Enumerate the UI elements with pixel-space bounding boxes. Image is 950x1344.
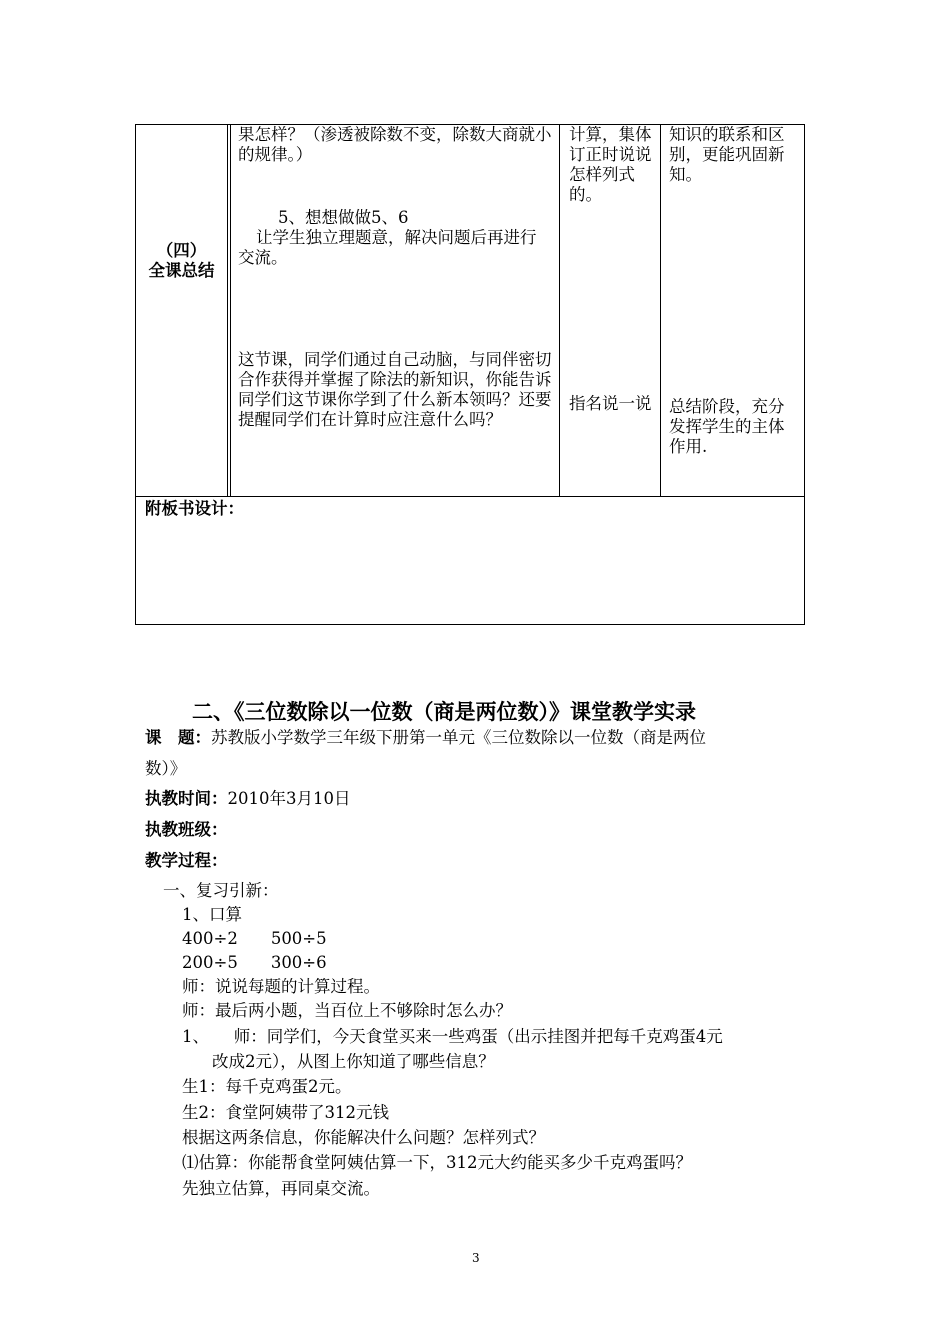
time-value: 2010年3月10日 <box>227 789 351 808</box>
table-border-right <box>804 124 805 625</box>
table-col-divider-1b <box>230 124 231 496</box>
body-line-teacher-1: 师：说说每题的计算过程。 <box>182 977 380 996</box>
page-number: 3 <box>472 1251 480 1265</box>
time-label: 执教时间： <box>145 789 228 808</box>
process-label: 教学过程： <box>145 851 228 870</box>
table-border-bottom <box>135 624 805 625</box>
table-border-left <box>135 124 136 625</box>
class-label: 执教班级： <box>145 820 228 839</box>
topic-row <box>145 724 706 748</box>
body-line-oral-calc: 1、口算 <box>182 905 242 924</box>
board-design-label: 附板书设计： <box>145 499 244 518</box>
topic-value: 苏教版小学数学三年级下册第一单元《三位数除以一位数（商是两位 <box>211 728 706 747</box>
student-cell-2: 指名说一说 <box>569 394 652 413</box>
student-cell-1: 计算，集体订正时说说怎样列式的。 <box>569 125 652 204</box>
body-line-review: 一、复习引新： <box>163 881 279 900</box>
intent-cell-2: 总结阶段，充分发挥学生的主体作用. <box>669 397 785 456</box>
time-row <box>145 785 351 809</box>
body-line-calc-row-2: 200÷5 300÷6 <box>182 953 327 972</box>
content-cell-2: 5、想想做做5、6 <box>278 208 409 227</box>
table-col-divider-2 <box>559 124 560 496</box>
intent-cell-1: 知识的联系和区别，更能巩固新知。 <box>669 125 785 184</box>
section-title: 二、《三位数除以一位数（商是两位数）》课堂教学实录 <box>192 700 696 724</box>
table-col-divider-1 <box>227 124 228 496</box>
body-line-calc-row-1: 400÷2 500÷5 <box>182 929 327 948</box>
content-cell-1: 果怎样？（渗透被除数不变，除数大商就小的规律。） <box>238 125 552 164</box>
body-line-teacher-3: 1、 师：同学们，今天食堂买来一些鸡蛋（出示挂图并把每千克鸡蛋4元 <box>182 1027 723 1046</box>
stage-label-number: （四） <box>156 241 207 260</box>
body-line-discuss: 先独立估算，再同桌交流。 <box>182 1179 380 1198</box>
body-line-teacher-2: 师：最后两小题，当百位上不够除时怎么办？ <box>182 1001 512 1020</box>
content-cell-3: 让学生独立理题意，解决问题后再进行交流。 <box>238 228 537 267</box>
topic-value-cont: 数）》 <box>145 759 187 778</box>
table-row-divider <box>135 496 805 497</box>
table-col-divider-3 <box>660 124 661 496</box>
body-line-teacher-3-cont: 改成2元），从图上你知道了哪些信息？ <box>212 1052 495 1071</box>
body-line-student-2: 生2：食堂阿姨带了312元钱 <box>182 1103 389 1122</box>
topic-label: 课 题： <box>145 728 211 747</box>
content-cell-4: 这节课，同学们通过自己动脑，与同伴密切合作获得并掌握了除法的新知识，你能告诉同学们这节课你学到了什么新本领吗？还要提醒同学们在计算时应注意什么吗？ <box>238 350 552 429</box>
stage-label-name: 全课总结 <box>148 261 215 280</box>
stage-label <box>136 241 227 281</box>
body-line-student-1: 生1：每千克鸡蛋2元。 <box>182 1077 352 1096</box>
body-line-question: 根据这两条信息，你能解决什么问题？怎样列式？ <box>182 1128 545 1147</box>
body-line-estimate: ⑴估算：你能帮食堂阿姨估算一下，312元大约能买多少千克鸡蛋吗？ <box>182 1153 692 1172</box>
